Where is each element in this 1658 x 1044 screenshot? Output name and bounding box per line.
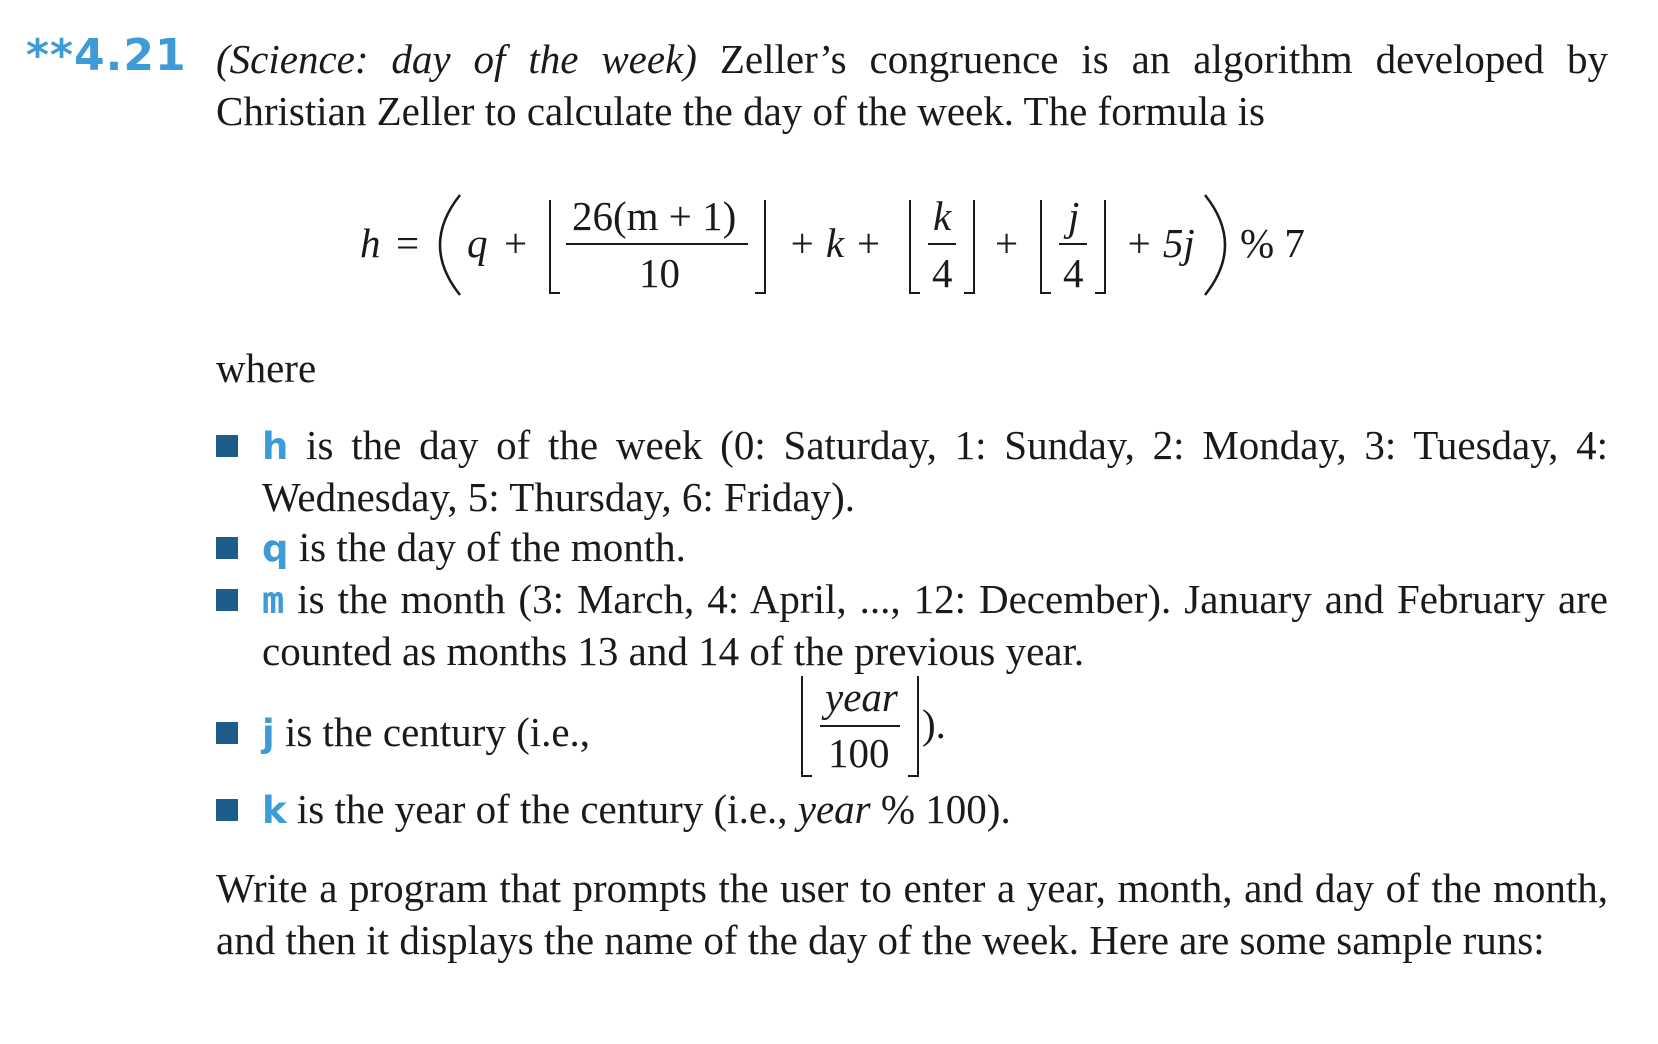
intro-paragraph	[216, 33, 1608, 137]
list-item	[216, 420, 1608, 522]
variable-name: m	[262, 579, 285, 622]
list-item	[216, 522, 1608, 574]
variable-italic: year	[797, 786, 871, 832]
intro-text: Zeller’s congruence is an algorithm developed by Christian Zeller to calculate the day of the week. The formula is	[216, 36, 1608, 134]
fraction-2-denominator: 4	[932, 250, 953, 296]
exercise-number: **4.21	[26, 30, 187, 81]
list-item	[216, 674, 1608, 784]
century-fraction-denominator: 100	[828, 730, 890, 776]
century-fraction	[798, 674, 948, 780]
formula-mod: % 7	[1240, 220, 1305, 266]
variable-description-end: % 100).	[880, 786, 1011, 832]
where-label: where	[216, 345, 317, 391]
bullet-square-icon	[216, 589, 238, 611]
fraction-2-numerator: k	[933, 193, 952, 239]
variable-description: is the century (i.e.,	[284, 709, 591, 755]
century-fraction-numerator: year	[825, 674, 898, 720]
zeller-formula	[360, 193, 1400, 330]
variable-description: is the day of the week (0: Saturday, 1: Sunday, 2: Monday, 3: Tuesday, 4: Wednesday, 5: Thursday, 6: Friday).	[262, 422, 1608, 520]
century-line	[262, 707, 590, 759]
exercise-topic: (Science: day of the week)	[216, 36, 697, 82]
formula-tail: + 5j	[1125, 220, 1195, 266]
variable-definitions	[216, 420, 1608, 836]
fraction-3-denominator: 4	[1063, 250, 1084, 296]
century-text-after: ).	[922, 701, 946, 747]
formula-plus: +	[504, 220, 528, 266]
fraction-1-denominator: 10	[639, 250, 680, 296]
variable-name: j	[262, 712, 275, 755]
variable-description: is the day of the month.	[298, 524, 686, 570]
formula-mid-plus: +	[995, 220, 1019, 266]
variable-name: h	[262, 425, 289, 468]
variable-name: q	[262, 527, 289, 570]
closing-paragraph: Write a program that prompts the user to enter a year, month, and day of the month, and then it displays the name of the day of the week. Here are some sample runs:	[216, 865, 1608, 963]
bullet-square-icon	[216, 435, 238, 457]
variable-description: is the year of the century (i.e.,	[296, 786, 788, 832]
formula-k-term: + k +	[788, 220, 883, 266]
bullet-square-icon	[216, 799, 238, 821]
formula-lhs: h	[360, 220, 381, 266]
formula-q: q	[467, 220, 488, 266]
variable-description: is the month (3: March, 4: April, ..., 12: December). January and February are counted as months 13 and 14 of the previous year.	[262, 576, 1608, 674]
list-item	[216, 784, 1608, 836]
fraction-1-numerator: 26(m + 1)	[572, 193, 737, 239]
bullet-square-icon	[216, 537, 238, 559]
list-item	[216, 574, 1608, 676]
formula-equals: =	[396, 220, 420, 266]
variable-name: k	[262, 789, 287, 832]
bullet-square-icon	[216, 722, 238, 744]
fraction-3-numerator: j	[1068, 193, 1080, 239]
